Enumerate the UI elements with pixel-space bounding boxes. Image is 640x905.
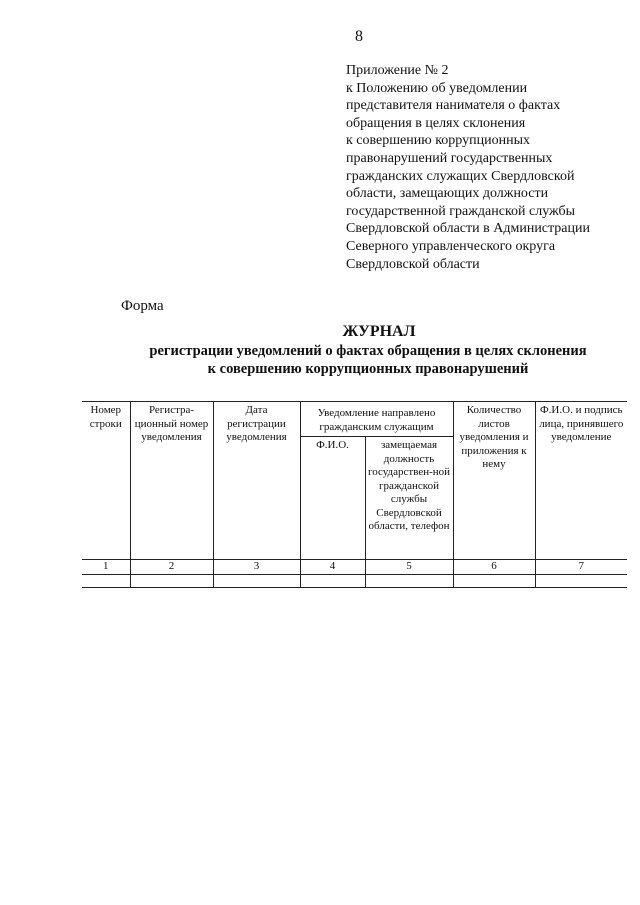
column-number-cell: 2 bbox=[130, 560, 213, 575]
journal-subtitle-line-1: регистрации уведомлений о фактах обращения в целях склонения bbox=[149, 343, 587, 359]
column-number-cell: 3 bbox=[213, 560, 300, 575]
table-cell bbox=[365, 574, 453, 587]
appendix-line: обращения в целях склонения bbox=[346, 115, 526, 131]
table-cell bbox=[82, 574, 130, 587]
table-cell bbox=[130, 574, 213, 587]
appendix-line: гражданских служащих Свердловской bbox=[346, 168, 575, 184]
column-number-cell: 1 bbox=[82, 560, 130, 575]
table-cell bbox=[453, 574, 535, 587]
header-position-phone: замещаемая должность государствен-ной гражданской службы Свердловской области, телефон bbox=[365, 437, 453, 560]
header-receiver-signature: Ф.И.О. и подпись лица, принявшего уведомление bbox=[535, 402, 627, 560]
appendix-line: правонарушений государственных bbox=[346, 150, 553, 166]
appendix-line: государственной гражданской службы bbox=[346, 203, 576, 219]
appendix-line: области, замещающих должности bbox=[346, 186, 549, 202]
appendix-line: Приложение № 2 bbox=[346, 63, 449, 78]
journal-subtitle-line-2: к совершению коррупционных правонарушений bbox=[207, 361, 529, 377]
column-number-cell: 7 bbox=[535, 560, 627, 575]
table-cell bbox=[300, 574, 365, 587]
table-cell bbox=[213, 574, 300, 587]
header-full-name: Ф.И.О. bbox=[300, 437, 365, 560]
table-row bbox=[82, 574, 627, 587]
appendix-line: представителя нанимателя о фактах bbox=[346, 98, 561, 114]
column-number-cell: 5 bbox=[365, 560, 453, 575]
appendix-line: к совершению коррупционных bbox=[346, 133, 530, 149]
appendix-line: Свердловской области bbox=[346, 256, 480, 272]
column-number-cell: 4 bbox=[300, 560, 365, 575]
table-row bbox=[82, 560, 627, 575]
appendix-line: Свердловской области в Администрации bbox=[346, 221, 591, 237]
form-label: Форма bbox=[121, 298, 164, 314]
appendix-note bbox=[346, 62, 636, 273]
header-sheet-count: Количество листов уведомления и приложения к нему bbox=[453, 402, 535, 560]
column-number-cell: 6 bbox=[453, 560, 535, 575]
journal-table bbox=[82, 401, 627, 588]
header-sent-by-group: Уведомление направлено гражданским служащим bbox=[300, 402, 453, 437]
header-registration-date: Дата регистрации уведомления bbox=[213, 402, 300, 560]
table-header-row bbox=[82, 402, 627, 437]
header-registration-number: Регистра-ционный номер уведомления bbox=[130, 402, 213, 560]
table-cell bbox=[535, 574, 627, 587]
appendix-line: Северного управленческого округа bbox=[346, 238, 556, 254]
journal-title: ЖУРНАЛ bbox=[342, 323, 416, 340]
header-row-number: Номер строки bbox=[82, 402, 130, 560]
page-number: 8 bbox=[355, 28, 363, 45]
appendix-line: к Положению об уведомлении bbox=[346, 80, 528, 96]
journal-title-block bbox=[140, 322, 596, 378]
